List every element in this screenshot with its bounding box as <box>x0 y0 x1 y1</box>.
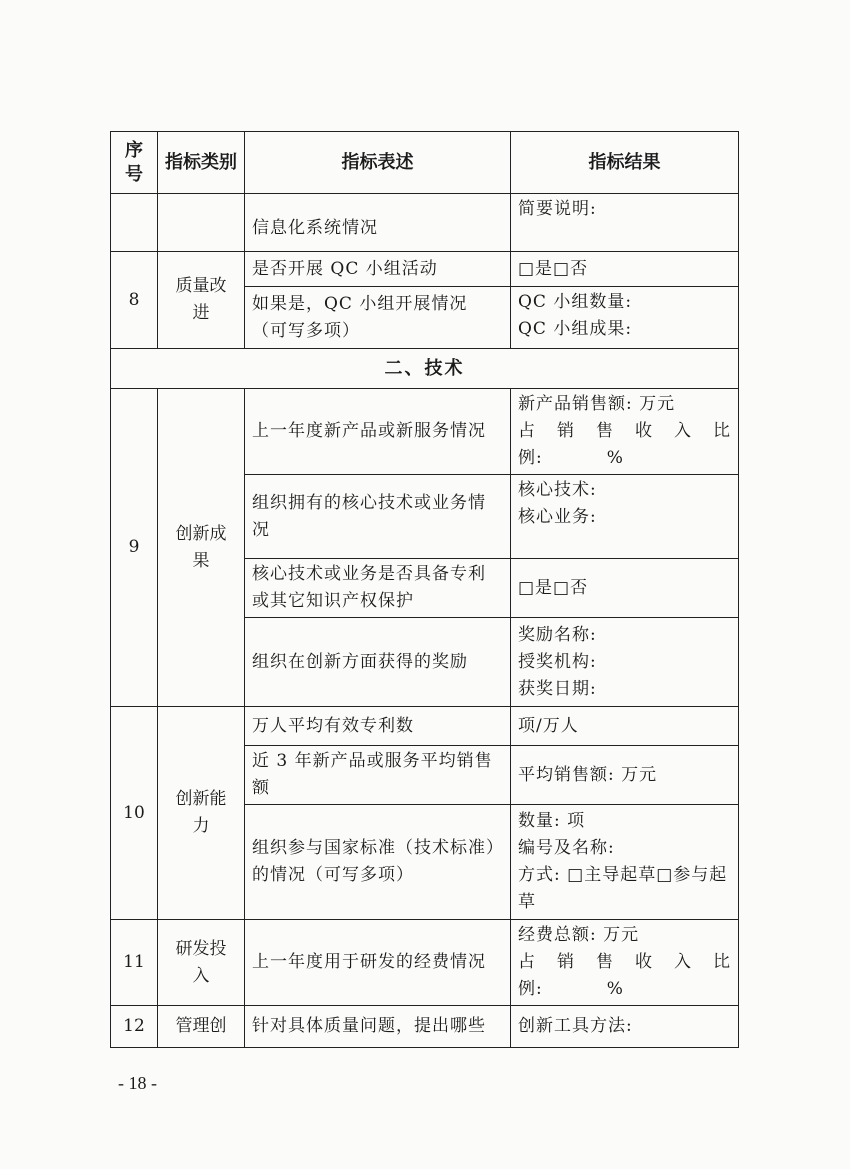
result-line: 授奖机构: <box>518 651 597 672</box>
result-line: 核心业务: <box>518 507 597 527</box>
description-cell: 信息化系统情况 <box>245 194 511 252</box>
result-line: 获奖日期: <box>518 678 597 699</box>
category-cell-empty <box>158 194 245 252</box>
result-cell <box>511 707 739 746</box>
header-result: 指标结果 <box>511 132 739 194</box>
description-cell: 万人平均有效专利数 <box>245 707 511 746</box>
result-cell <box>511 1006 739 1048</box>
result-cell <box>511 475 739 559</box>
result-line: QC 小组数量: <box>518 292 633 312</box>
checkbox-option-text: □是□否 <box>518 577 589 598</box>
result-cell: 简要说明: <box>511 194 739 252</box>
category-cell: 管理创 <box>158 1006 245 1048</box>
seq-cell: 11 <box>111 920 158 1006</box>
description-cell: 组织拥有的核心技术或业务情况 <box>245 475 511 559</box>
header-seq: 序号 <box>111 132 158 194</box>
result-line: QC 小组成果: <box>518 319 633 339</box>
table-row <box>111 707 739 746</box>
description-cell: 核心技术或业务是否具备专利或其它知识产权保护 <box>245 559 511 618</box>
table-header-row <box>111 132 739 194</box>
result-line: 新产品销售额: 万元 <box>518 394 676 414</box>
description-cell: 组织参与国家标准（技术标准）的情况（可写多项） <box>245 805 511 920</box>
category-cell: 研发投入 <box>158 920 245 1006</box>
result-cell <box>511 389 739 475</box>
result-line: 数量: 项 <box>518 811 586 831</box>
section-row <box>111 349 739 389</box>
category-cell: 创新能力 <box>158 707 245 920</box>
category-cell: 质量改进 <box>158 252 245 349</box>
description-cell: 是否开展 QC 小组活动 <box>245 252 511 287</box>
result-cell <box>511 252 739 287</box>
seq-cell: 12 <box>111 1006 158 1048</box>
result-line: 奖励名称: <box>518 624 597 645</box>
result-cell <box>511 920 739 1006</box>
page-number: - 18 - <box>118 1073 157 1093</box>
result-line: 创新工具方法: <box>518 1016 633 1036</box>
description-cell: 上一年度用于研发的经费情况 <box>245 920 511 1006</box>
result-line: 草 <box>518 892 536 912</box>
header-category: 指标类别 <box>158 132 245 194</box>
result-line: 项/万人 <box>518 715 579 736</box>
result-line: 例: % <box>518 979 624 999</box>
description-cell: 如果是，QC 小组开展情况（可写多项） <box>245 287 511 349</box>
checkbox-option-text: □是□否 <box>518 258 589 279</box>
section-title: 二、技术 <box>111 349 739 389</box>
description-cell: 上一年度新产品或新服务情况 <box>245 389 511 475</box>
result-line: 占 销 售 收 入 比 <box>518 421 731 441</box>
result-line: 核心技术: <box>518 480 597 500</box>
result-line: 经费总额: 万元 <box>518 925 640 945</box>
seq-cell-empty <box>111 194 158 252</box>
table-row <box>111 252 739 287</box>
description-cell: 组织在创新方面获得的奖励 <box>245 618 511 707</box>
table-row <box>111 920 739 1006</box>
category-cell: 创新成果 <box>158 389 245 707</box>
result-cell <box>511 618 739 707</box>
table-row <box>111 194 739 252</box>
seq-cell: 10 <box>111 707 158 920</box>
indicator-table <box>110 131 739 1048</box>
result-cell <box>511 559 739 618</box>
seq-cell: 8 <box>111 252 158 349</box>
table-row <box>111 389 739 475</box>
result-line: 占 销 售 收 入 比 <box>518 952 731 972</box>
seq-cell: 9 <box>111 389 158 707</box>
header-description: 指标表述 <box>245 132 511 194</box>
result-line: 编号及名称: <box>518 838 615 858</box>
description-cell: 近 3 年新产品或服务平均销售额 <box>245 746 511 805</box>
result-line: 平均销售额: 万元 <box>518 764 658 785</box>
result-cell <box>511 287 739 349</box>
result-line: 例: % <box>518 448 624 468</box>
table-row <box>111 1006 739 1048</box>
result-cell <box>511 746 739 805</box>
result-cell <box>511 805 739 920</box>
description-cell: 针对具体质量问题，提出哪些 <box>245 1006 511 1048</box>
result-line: 方式: □主导起草□参与起 <box>518 865 728 885</box>
